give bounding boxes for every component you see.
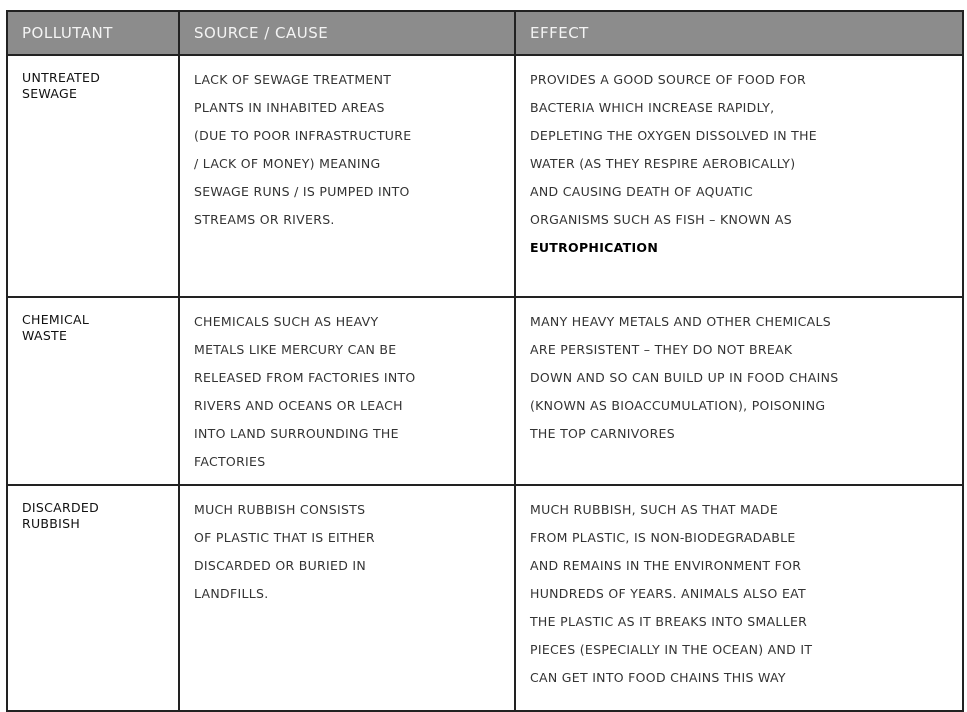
- text-line: CHEMICAL: [22, 312, 90, 327]
- text-line: AND REMAINS IN THE ENVIRONMENT FOR: [530, 558, 802, 573]
- header-pollutant: POLLUTANT: [7, 11, 179, 55]
- text-line: DEPLETING THE OXYGEN DISSOLVED IN THE: [530, 128, 818, 143]
- text-line: WATER (AS THEY RESPIRE AEROBICALLY): [530, 156, 796, 171]
- text-line: THE PLASTIC AS IT BREAKS INTO SMALLER: [530, 614, 808, 629]
- pollutant-cell: [7, 297, 179, 485]
- effect-cell: [515, 297, 963, 485]
- text-line: MUCH RUBBISH, SUCH AS THAT MADE: [530, 502, 779, 517]
- text-line: HUNDREDS OF YEARS. ANIMALS ALSO EAT: [530, 586, 806, 601]
- text-line: RUBBISH: [22, 516, 81, 531]
- text-line: THE TOP CARNIVORES: [530, 426, 675, 441]
- source-cell: [179, 55, 515, 297]
- text-line: STREAMS OR RIVERS.: [194, 212, 335, 227]
- header-source: SOURCE / CAUSE: [179, 11, 515, 55]
- text-line: SEWAGE: [22, 86, 78, 101]
- text-line: CHEMICALS SUCH AS HEAVY: [194, 314, 379, 329]
- text-line: OF PLASTIC THAT IS EITHER: [194, 530, 375, 545]
- text-line: SEWAGE RUNS / IS PUMPED INTO: [194, 184, 410, 199]
- pollutant-cell: [7, 485, 179, 711]
- text-line: BACTERIA WHICH INCREASE RAPIDLY,: [530, 100, 775, 115]
- text-line: INTO LAND SURROUNDING THE: [194, 426, 399, 441]
- header-effect: EFFECT: [515, 11, 963, 55]
- text-line: (DUE TO POOR INFRASTRUCTURE: [194, 128, 412, 143]
- text-line: DOWN AND SO CAN BUILD UP IN FOOD CHAINS: [530, 370, 839, 385]
- text-line: PLANTS IN INHABITED AREAS: [194, 100, 385, 115]
- effect-cell: [515, 485, 963, 711]
- text-line: / LACK OF MONEY) MEANING: [194, 156, 381, 171]
- text-line: RELEASED FROM FACTORIES INTO: [194, 370, 416, 385]
- text-line: WASTE: [22, 328, 68, 343]
- text-line: RIVERS AND OCEANS OR LEACH: [194, 398, 403, 413]
- text-line: FROM PLASTIC, IS NON-BIODEGRADABLE: [530, 530, 796, 545]
- pollutant-cell: [7, 55, 179, 297]
- source-cell: [179, 297, 515, 485]
- text-line: DISCARDED: [22, 500, 100, 515]
- table-row: [7, 297, 963, 485]
- text-line: PIECES (ESPECIALLY IN THE OCEAN) AND IT: [530, 642, 813, 657]
- table-row: [7, 55, 963, 297]
- text-line: LANDFILLS.: [194, 586, 269, 601]
- key-term: EUTROPHICATION: [530, 240, 659, 255]
- text-line: UNTREATED: [22, 70, 101, 85]
- text-line: METALS LIKE MERCURY CAN BE: [194, 342, 397, 357]
- text-line: (KNOWN AS BIOACCUMULATION), POISONING: [530, 398, 826, 413]
- header-row: [7, 11, 963, 55]
- text-line: AND CAUSING DEATH OF AQUATIC: [530, 184, 754, 199]
- source-cell: [179, 485, 515, 711]
- text-line: FACTORIES: [194, 454, 266, 469]
- text-line: MUCH RUBBISH CONSISTS: [194, 502, 366, 517]
- text-line: PROVIDES A GOOD SOURCE OF FOOD FOR: [530, 72, 806, 87]
- text-line: DISCARDED OR BURIED IN: [194, 558, 367, 573]
- table-row: [7, 485, 963, 711]
- text-line: CAN GET INTO FOOD CHAINS THIS WAY: [530, 670, 786, 685]
- pollution-table: [6, 10, 964, 712]
- text-line: MANY HEAVY METALS AND OTHER CHEMICALS: [530, 314, 831, 329]
- text-line: ORGANISMS SUCH AS FISH – KNOWN AS: [530, 212, 792, 227]
- text-line: ARE PERSISTENT – THEY DO NOT BREAK: [530, 342, 793, 357]
- text-line: LACK OF SEWAGE TREATMENT: [194, 72, 392, 87]
- effect-cell: [515, 55, 963, 297]
